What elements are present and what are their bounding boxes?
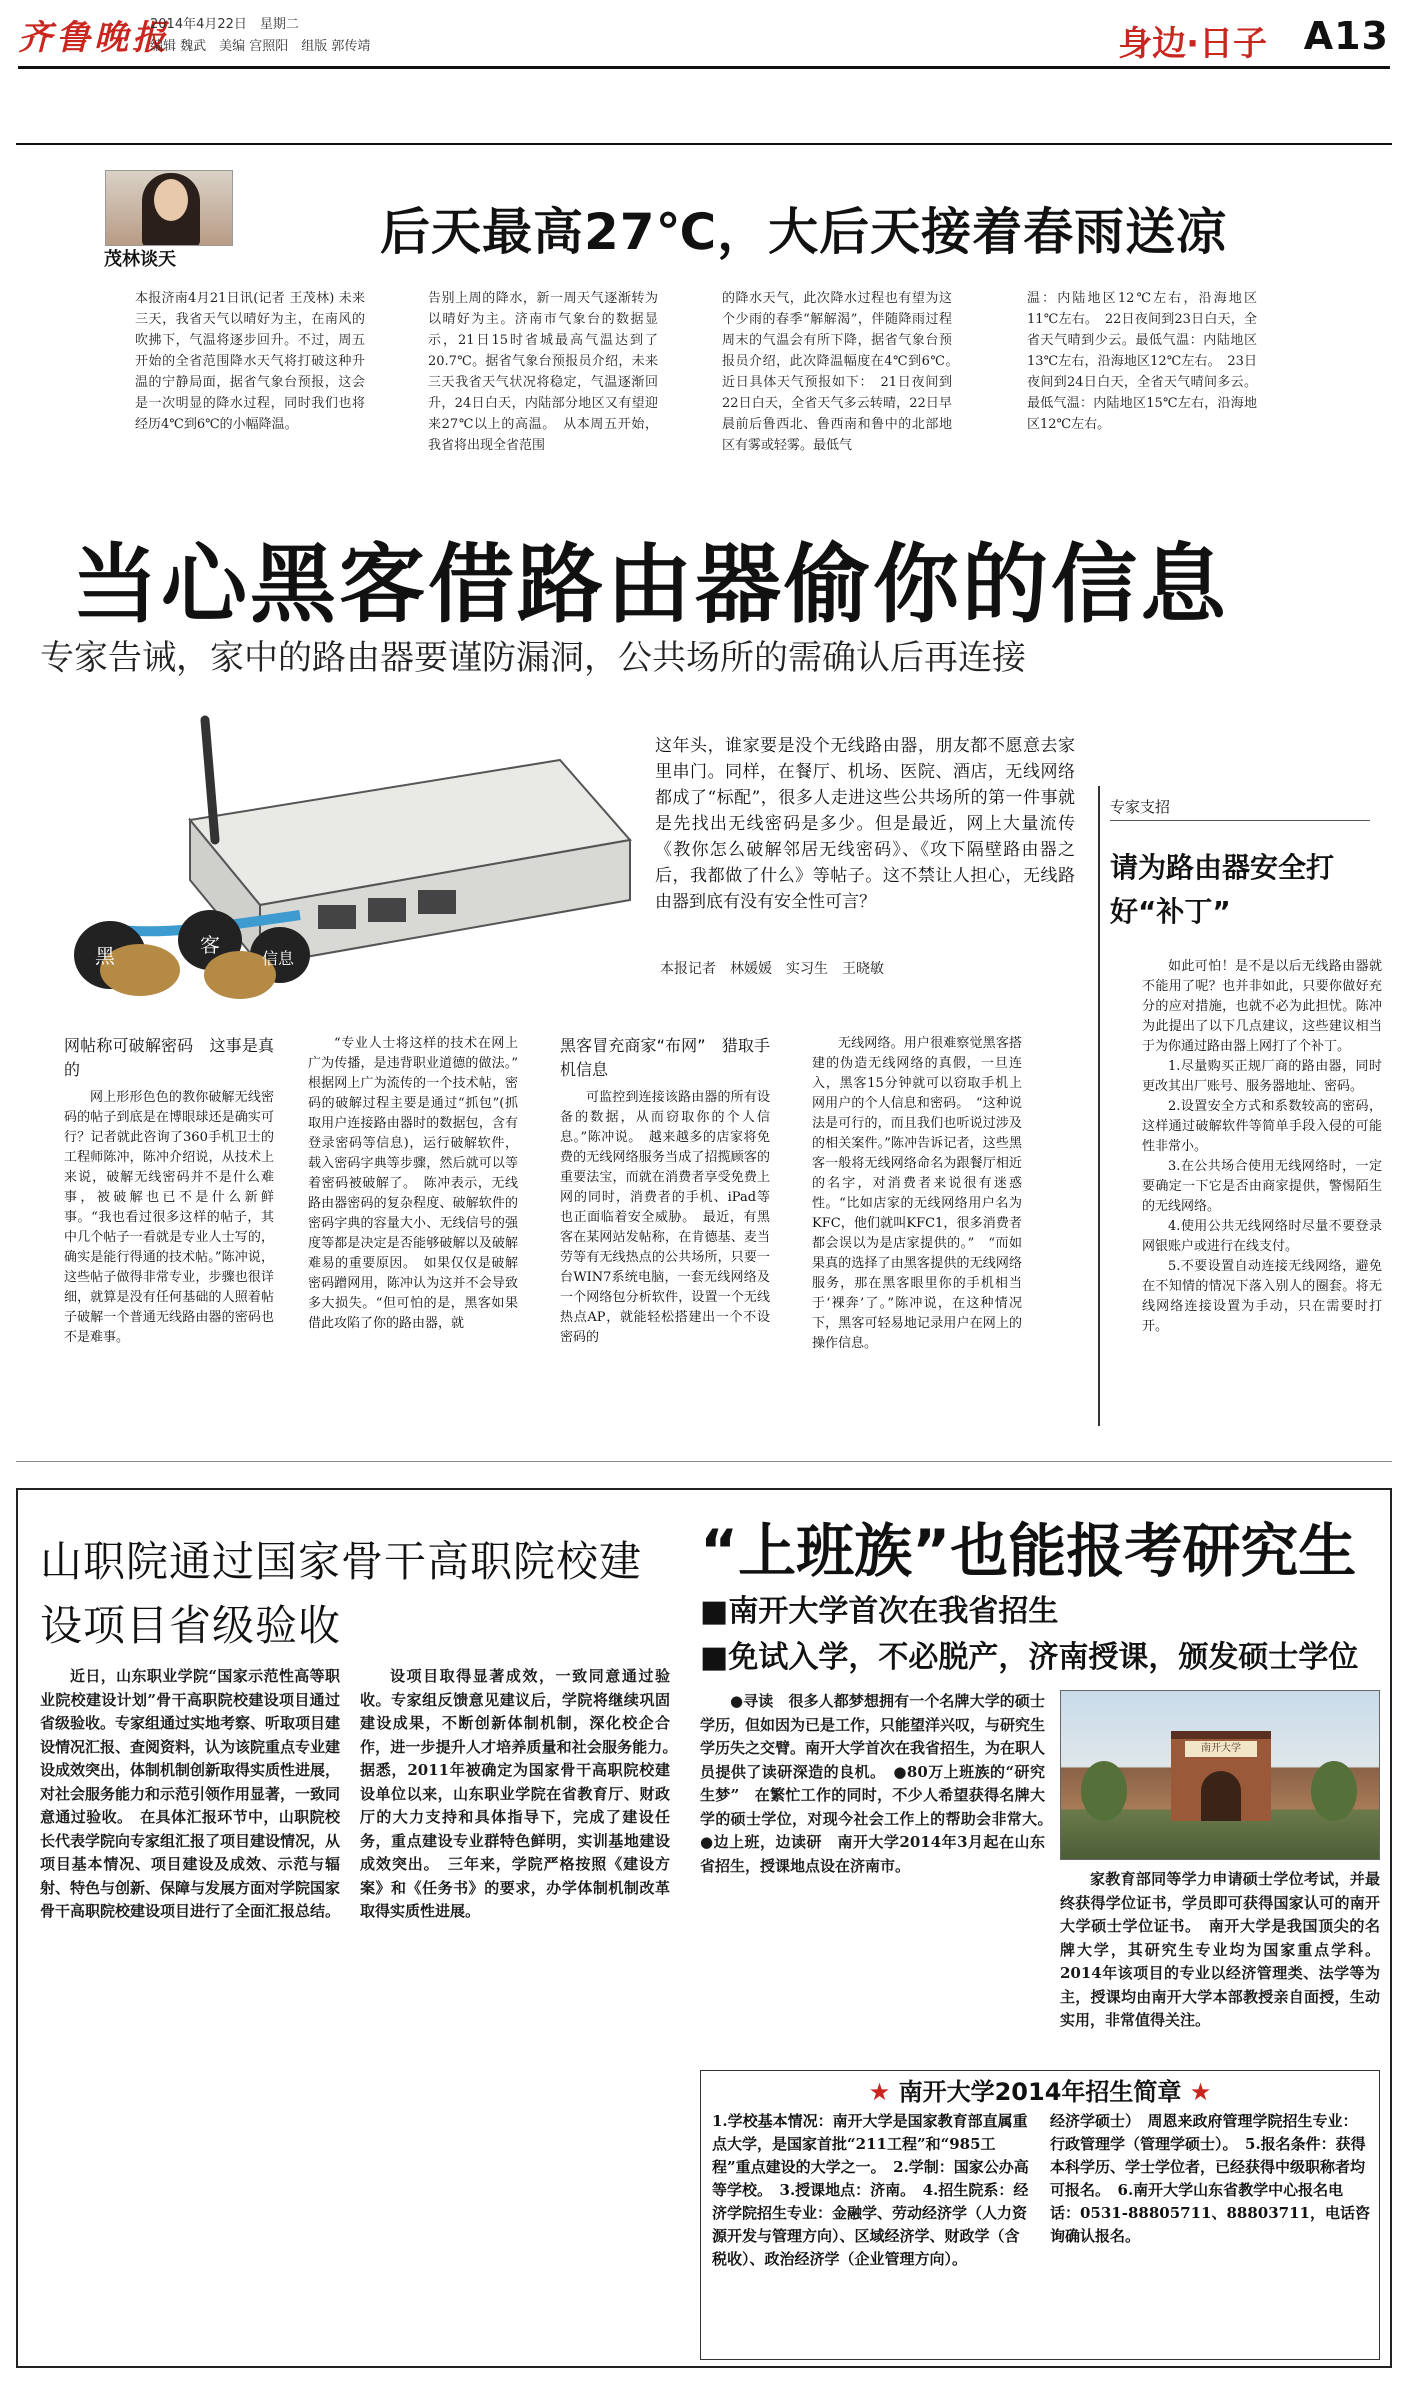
feature-column-2 — [308, 1034, 532, 1334]
ad-column-text: 设项目取得显著成效，一致同意通过验收。专家组反馈意见建议后，学院将继续巩固建设成果，不断创新体制机制，深化校企合作，进一步提升人才培养质量和社会服务能力。 据悉，2011年被确定为国家骨干高职院校建设单位以来，山东职业学院在省教育厅、财政厅的大力支持和具体指导下，完成了建设任务，重点建设专业群特色鲜明，实训基地建设成效突出。 三年来，学院严格按照《建设方案》和《任务书》的要求，办学体制机制改革取得实质性进展。 — [360, 1667, 686, 1920]
columnist-photo — [105, 170, 233, 246]
sidebar-tip: 5.不要设置自动连接无线网络，避免在不知情的情况下落入别人的圈套。将无线网络连接设置为手动，只在需要时打开。 — [1142, 1259, 1382, 1334]
page-number: A13 — [1303, 14, 1389, 58]
section-name: 身边·日子 — [1118, 24, 1267, 64]
ad-right-subhead-1: ■南开大学首次在我省招生 — [700, 1594, 1059, 1629]
sidebar-tip: 2.设置安全方式和系数较高的密码，这样通过破解软件等简单手段入侵的可能性非常小。 — [1142, 1099, 1382, 1154]
admission-title-text: 南开大学2014年招生简章 — [898, 2078, 1182, 2106]
star-icon: ★ — [868, 2078, 891, 2106]
illustration-label: 黑 — [95, 944, 115, 968]
date-line: 2014年4月22日 星期二 — [150, 17, 299, 32]
column-text: “专业人士将这样的技术在网上广为传播，是违背职业道德的做法。” 根据网上广为流传的一个技术帖，密码的破解过程主要是通过“抓包”(抓取用户连接路由器时的数据包，含有登录密码等信息)，运行破解软件，载入密码字典等步骤，然后就可以等着密码被破解了。 陈冲表示，无线路由器密码的复杂程度、破解软件的密码字典的容量大小、无线信号的强度等都是决定是否能够破解以及破解难易的重要原因。 如果仅仅是破解密码蹭网用，陈冲认为这并不会导致多大损失。“但可怕的是，黑客如果借此攻陷了你的路由器，就 — [308, 1036, 532, 1331]
illustration-label: 信息 — [262, 949, 295, 968]
sidebar-tip: 1.尽量购买正规厂商的路由器，同时更改其出厂账号、服务器地址、密码。 — [1142, 1059, 1382, 1094]
ad-column-text: ●寻读 很多人都梦想拥有一个名牌大学的硕士学历，但如因为已是工作，只能望洋兴叹，与研究生学历失之交臂。南开大学首次在我省招生，为在职人员提供了读研深造的良机。 ●80万上班族的“研究生梦” 在繁忙工作的同时，不少人希望获得名牌大学的硕士学位，对现今社会工作上的帮助会非常大。 ●边上班，边读研 南开大学2014年3月起在山东省招生，授课地点设在济南市。 — [700, 1692, 1061, 1875]
nankai-campus-photo — [1060, 1690, 1380, 1860]
illustration-label: 客 — [200, 933, 220, 957]
subsection-heading: 黑客冒充商家“布网” 猎取手机信息 — [560, 1036, 770, 1079]
star-icon: ★ — [1189, 2078, 1212, 2106]
sidebar-tip: 3.在公共场合使用无线网络时，一定要确定一下它是否由商家提供，警惕陌生的无线网络。 — [1142, 1159, 1382, 1214]
admission-right-column: 经济学硕士） 周恩来政府管理学院招生专业：行政管理学（管理学硕士）。 5.报名条件：获得本科学历、学士学位者，已经获得中级职称者均可报名。 6.南开大学山东省教学中心报名电话：0531-88805711、88803711，电话咨询确认报名。 — [1050, 2112, 1370, 2245]
router-port — [368, 898, 406, 922]
newspaper-logo: 齐鲁晚报 — [18, 18, 170, 58]
sidebar-body — [1142, 957, 1382, 1337]
staff-line: 编辑 魏武 美编 宫照阳 组版 郭传靖 — [150, 39, 371, 54]
ad-left-column-1 — [40, 1665, 340, 1924]
weather-headline: 后天最高27℃，大后天接着春雨送凉 — [380, 203, 1228, 261]
admission-left-column: 1.学校基本情况：南开大学是国家教育部直属重点大学，是国家首批“211工程”和“985工程”重点建设的大学之一。 2.学制：国家公办高等学校。 3.授课地点：济南。 4.招生院系：经济学院招生专业：金融学、劳动经济学（人力资源开发与管理方向）、区域经济学、财政学（含税收）、政治经济学（企业管理方向）。 — [712, 2112, 1029, 2268]
subsection-heading: 网帖称可破解密码 这事是真的 — [64, 1036, 274, 1079]
column-text: 网上形形色色的教你破解无线密码的帖子到底是在博眼球还是确实可行？记者就此咨询了360手机卫士的工程师陈冲，陈冲介绍说，从技术上来说，破解无线密码并不是什么难事，被破解也已不是什么新鲜事。“我也看过很多这样的帖子，其中几个帖子一看就是专业人士写的，确实是能行得通的技术帖。”陈冲说，这些帖子做得非常专业，步骤也很详细，就算是没有任何基础的人照着帖子破解一个普通无线路由器的密码也不是难事。 — [64, 1090, 274, 1345]
router-hacker-illustration — [0, 700, 640, 1000]
sidebar-tip: 4.使用公共无线网络时尽量不要登录网银账户或进行在线支付。 — [1142, 1219, 1382, 1254]
column-text: 无线网络。用户很难察觉黑客搭建的伪造无线网络的真假，一旦连入，黑客15分钟就可以窃取手机上网用户的个人信息和密码。 “这种说法是可行的，而且我们也听说过涉及的相关案件。”陈冲告诉记者，这些黑客一般将无线网络命名为跟餐厅相近的名字，对消费者来说很有迷惑性。“比如店家的无线网络用户名为KFC，他们就叫KFC1，很多消费者都会误以为是店家提供的。” “而如果真的选择了由黑客提供的无线网络服务，那在黑客眼里你的手机相当于‘裸奔’了。”陈冲说，在这种情况下，黑客可轻易地记录用户在网上的操作信息。 — [812, 1036, 1022, 1351]
ad-right-subhead-2: ■免试入学，不必脱产，济南授课，颁发硕士学位 — [700, 1640, 1359, 1675]
masthead — [0, 0, 1409, 80]
sidebar-title: 请为路由器安全打好“补丁” — [1110, 851, 1335, 928]
router-port — [318, 905, 356, 929]
feature-column-4 — [812, 1034, 1022, 1354]
issue-meta — [150, 14, 370, 58]
weather-column-1: 本报济南4月21日讯(记者 王茂林) 未来三天，我省天气以晴好为主，在南风的吹拂下，气温将逐步回升。不过，周五开始的全省范围降水天气将打破这种升温的宁静局面，据省气象台预报，这会是一次明显的降水过程，同时我们也将经历4℃到6℃的小幅降温。 — [135, 291, 365, 432]
ad-right-title: “上班族”也能报考研究生 — [700, 1517, 1357, 1585]
weather-column-2: 告别上周的降水，新一周天气逐渐转为以晴好为主。济南市气象台的数据显示，21日15时省城最高气温达到了20.7℃。据省气象台预报员介绍，未来三天我省天气状况将稳定，气温逐渐回升，24日白天，内陆部分地区又有望迎来27℃以上的高温。 从本周五开始，我省将出现全省范围 — [428, 291, 658, 453]
sidebar-tag: 专家支招 — [1110, 796, 1370, 821]
ad-left-column-2 — [360, 1665, 686, 1924]
feature-column-1 — [64, 1034, 274, 1348]
sidebar-paragraph: 如此可怕！是不是以后无线路由器就不能用了呢？也并非如此，只要你做好充分的应对措施，也就不必为此担忧。陈冲为此提出了以下几点建议，这些建议相当于为你通过路由器上网打了个补丁。 — [1142, 959, 1382, 1054]
feature-intro: 这年头，谁家要是没个无线路由器，朋友都不愿意去家里串门。同样，在餐厅、机场、医院、酒店，无线网络都成了“标配”，很多人走进这些公共场所的第一件事就是先找出无线密码是多少。但是最近，网上大量流传《教你怎么破解邻居无线密码》、《攻下隔壁路由器之后，我都做了什么》等帖子。这不禁让人担心，无线路由器到底有没有安全性可言？ — [655, 736, 1075, 912]
column-text: 可监控到连接该路由器的所有设备的数据，从而窃取你的个人信息。”陈冲说。 越来越多的店家将免费的无线网络服务当成了招揽顾客的重要法宝，而就在消费者享受免费上网的同时，消费者的手机、iPad等也正面临着安全威胁。 最近，有黑客在某网站发帖称，在肯德基、麦当劳等有无线热点的公共场所，只要一台WIN7系统电脑，一套无线网络及一个网络包分析软件，设置一个无线热点AP，就能轻松搭建出一个不设密码的 — [560, 1090, 770, 1345]
gate-sign: 南开大学 — [1185, 1741, 1257, 1757]
ad-right-column-2 — [1060, 1868, 1380, 2033]
section-divider — [16, 1461, 1392, 1462]
ad-left-title: 山职院通过国家骨干高职院校建设项目省级验收 — [40, 1537, 643, 1650]
feature-byline: 本报记者 林媛媛 实习生 王晓敏 — [660, 961, 884, 977]
feature-column-3 — [560, 1034, 770, 1348]
router-port — [418, 890, 456, 914]
weather-column-4: 温：内陆地区12℃左右，沿海地区11℃左右。 22日夜间到23日白天，全省天气晴到少云。最低气温：内陆地区13℃左右，沿海地区12℃左右。 23日夜间到24日白天，全省天气晴间多云。最低气温：内陆地区15℃左右，沿海地区12℃左右。 — [1027, 291, 1257, 432]
columnist-name: 茂林谈天 — [104, 249, 176, 270]
admission-title — [700, 2072, 1380, 2107]
ad-column-text: 家教育部同等学力申请硕士学位考试，并最终获得学位证书，学员即可获得国家认可的南开大学硕士学位证书。 南开大学是我国顶尖的名牌大学，其研究生专业均为国家重点学科。2014年该项目的专业以经济管理类、法学等为主，授课均由南开大学本部教授亲自面授，生动实用，非常值得关注。 — [1060, 1870, 1380, 2029]
feature-headline: 当心黑客借路由器偷你的信息 — [72, 535, 1229, 635]
weather-column-3: 的降水天气，此次降水过程也有望为这个少雨的春季“解解渴”，伴随降雨过程周末的气温会有所下降，据省气象台预报员介绍，此次降温幅度在4℃到6℃。 近日具体天气预报如下： 21日夜间到22日白天，全省天气多云转晴，22日早晨前后鲁西北、鲁西南和鲁中的北部地区有雾或轻雾。最低气 — [722, 291, 966, 453]
ad-column-text: 近日，山东职业学院“国家示范性高等职业院校建设计划”骨干高职院校建设项目通过省级验收。专家组通过实地考察、听取项目建设情况汇报、查阅资料，认为该院重点专业建设成效突出，体制机制创新取得实质性进展，对社会服务能力和示范引领作用显著，一致同意通过验收。 在具体汇报环节中，山职院校长代表学院向专家组汇报了项目建设情况，从项目基本情况、项目建设及成效、示范与辐射、特色与创新、保障与发展方面对学院国家骨干高职院校建设项目进行了全面汇报总结。 — [40, 1667, 341, 1920]
feature-subhead: 专家告诫，家中的路由器要谨防漏洞，公共场所的需确认后再连接 — [40, 638, 1026, 678]
masthead-rule — [18, 66, 1390, 69]
ad-right-column-1 — [700, 1690, 1061, 1878]
